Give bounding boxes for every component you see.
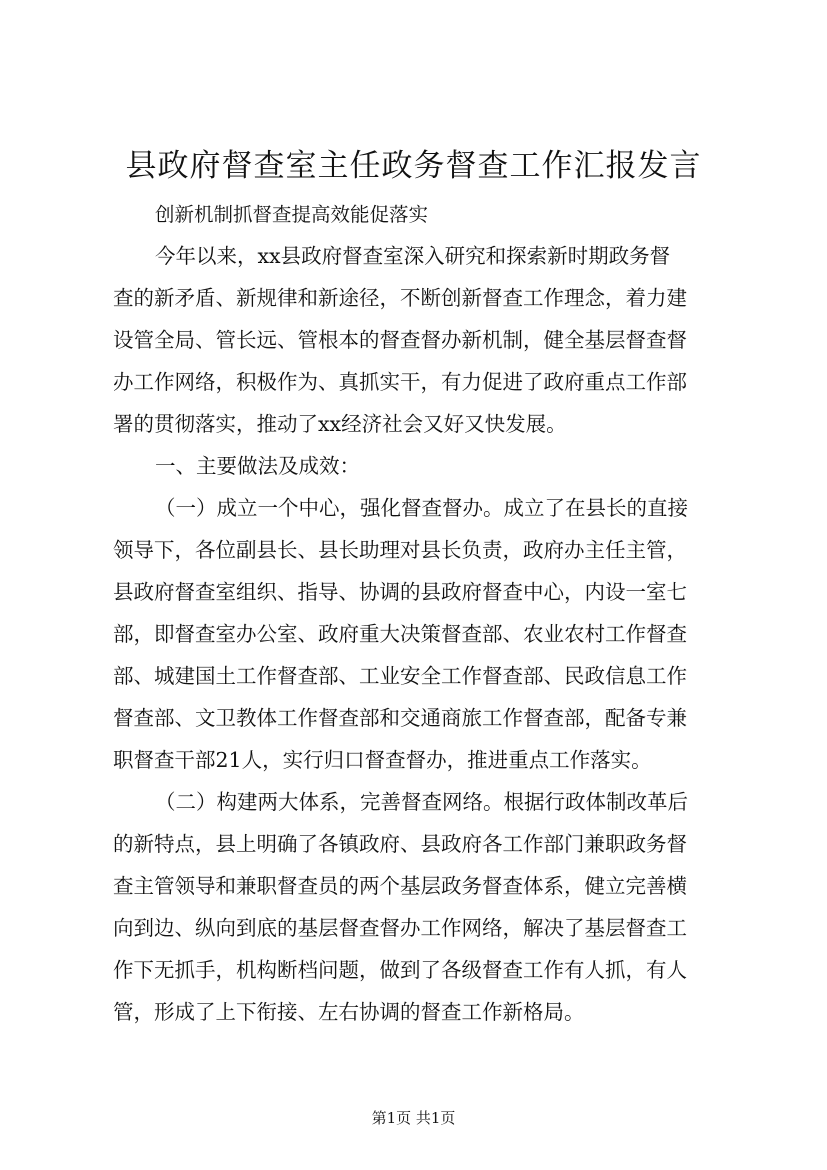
paragraph-line: 署的贯彻落实，推动了xx经济社会又好又快发展。 (113, 412, 567, 436)
paragraph-line: 县政府督查室组织、指导、协调的县政府督查中心，内设一室七 (113, 580, 687, 604)
paragraph-line: 管，形成了上下衔接、左右协调的督查工作新格局。 (113, 1000, 585, 1024)
paragraph-line: 的新特点，县上明确了各镇政府、县政府各工作部门兼职政务督 (113, 832, 687, 856)
paragraph-line: （二）构建两大体系，完善督查网络。根据行政体制改革后 (155, 790, 688, 814)
document-subtitle: 创新机制抓督查提高效能促落实 (155, 203, 429, 226)
paragraph-line: 向到边、纵向到底的基层督查督办工作网络，解决了基层督查工 (113, 916, 687, 940)
paragraph-line: 设管全局、管长远、管根本的督查督办新机制，健全基层督查督 (113, 328, 687, 352)
paragraph-line: （一）成立一个中心，强化督查督办。成立了在县长的直接 (155, 496, 688, 520)
paragraph-line: 督查部、文卫教体工作督查部和交通商旅工作督查部，配备专兼 (113, 706, 687, 730)
paragraph-line: 查的新矛盾、新规律和新途径，不断创新督查工作理念，着力建 (113, 286, 687, 310)
paragraph-line: 职督查干部21人，实行归口督查督办，推进重点工作落实。 (113, 748, 652, 772)
document-title: 县政府督查室主任政务督查工作汇报发言 (125, 148, 702, 184)
paragraph-line: 部，即督查室办公室、政府重大决策督查部、农业农村工作督查 (113, 622, 687, 646)
section-heading: 一、主要做法及成效： (155, 454, 360, 478)
paragraph-line: 作下无抓手，机构断档问题，做到了各级督查工作有人抓，有人 (113, 958, 687, 982)
paragraph-line: 今年以来，xx县政府督查室深入研究和探索新时期政务督 (155, 244, 671, 268)
paragraph-line: 查主管领导和兼职督查员的两个基层政务督查体系，健立完善横 (113, 874, 687, 898)
paragraph-line: 部、城建国土工作督查部、工业安全工作督查部、民政信息工作 (113, 664, 687, 688)
paragraph-line: 领导下，各位副县长、县长助理对县长负责，政府办主任主管， (113, 538, 687, 562)
paragraph-line: 办工作网络，积极作为、真抓实干，有力促进了政府重点工作部 (113, 370, 687, 394)
page-footer: 第1页 共1页 (371, 1109, 456, 1127)
